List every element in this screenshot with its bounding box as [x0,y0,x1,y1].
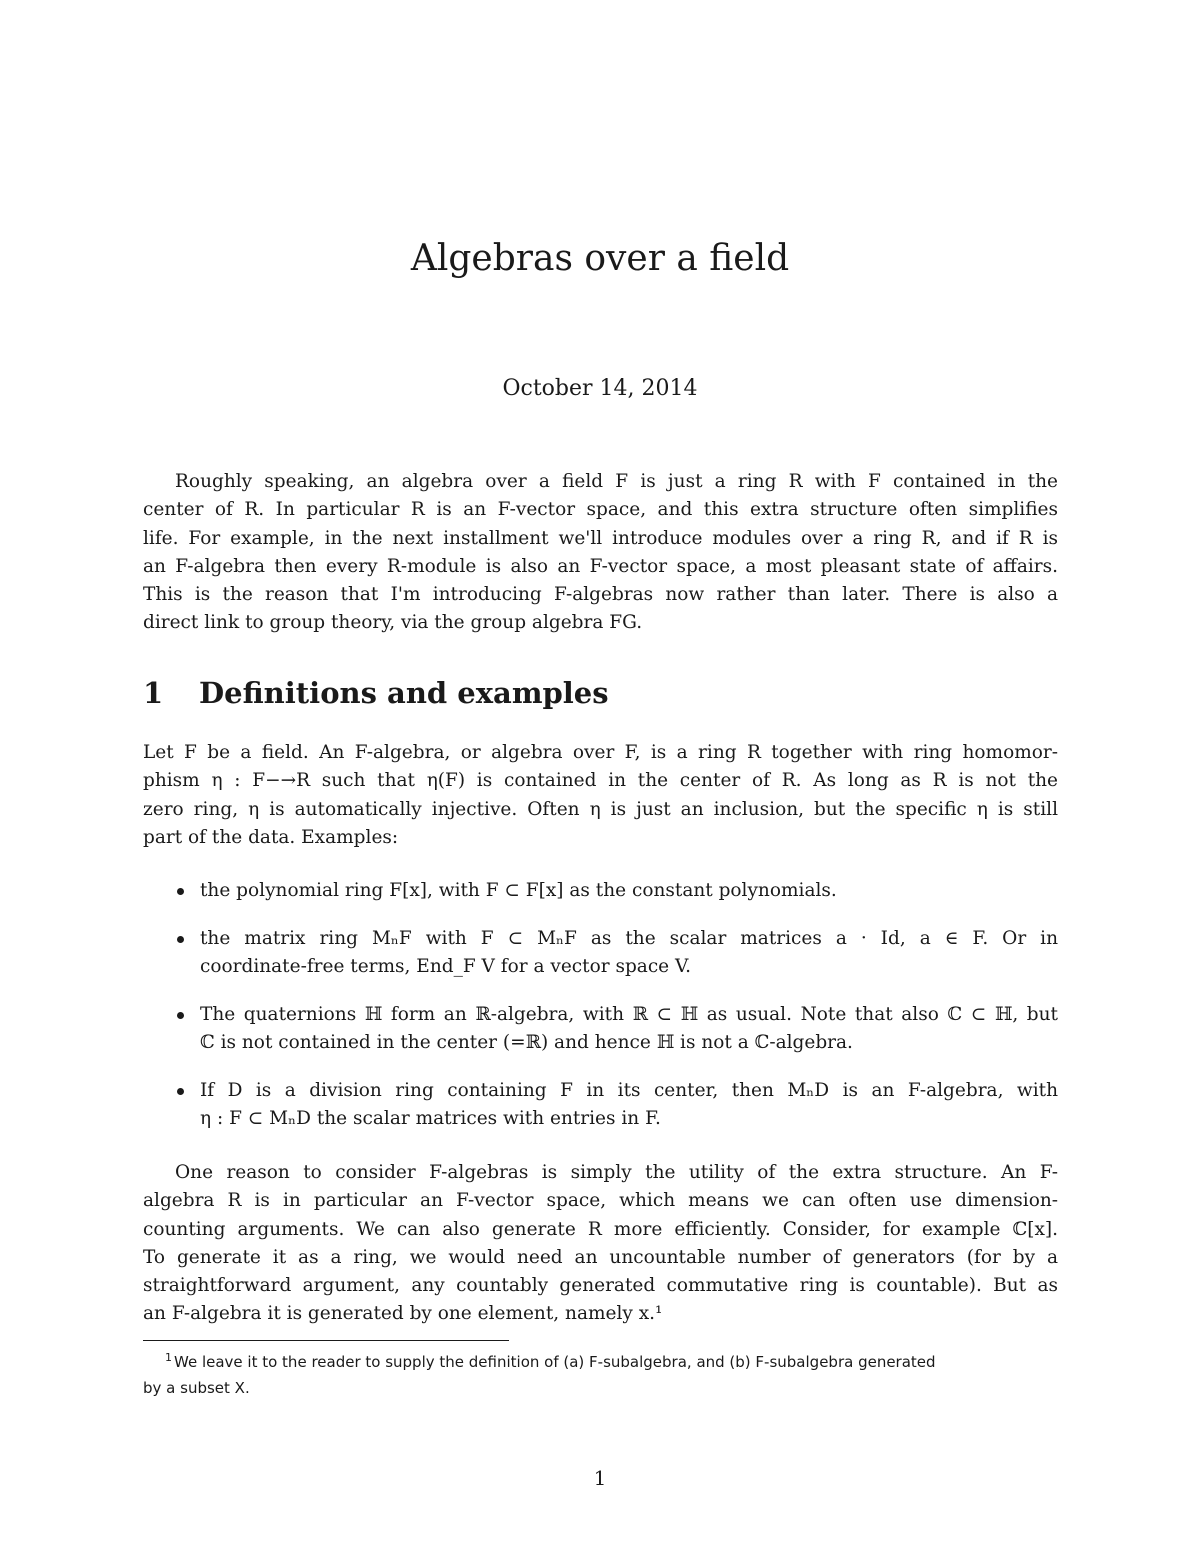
intro-line: This is the reason that I'm introducing F-algebras now rather than later. There is also a [143,584,1058,606]
intro-paragraph [143,468,1058,638]
definition-line: part of the data. Examples: [143,826,399,848]
examples-list [143,925,1058,982]
intro-line: an F-algebra then every R-module is also an F-vector space, a most pleasant state of affairs. [143,555,1058,577]
reason-line: straightforward argument, any countably generated commutative ring is countable). But as [143,1275,1058,1297]
list-item [143,877,1058,905]
footnote-line [143,1345,1058,1375]
list-item-text: ℂ is not contained in the center (=ℝ) and hence ℍ is not a ℂ-algebra. [200,1032,853,1054]
bullet-icon [177,1088,184,1095]
reason-line: To generate it as a ring, we would need an uncountable number of generators (for by a [143,1246,1058,1268]
list-item-text: If D is a division ring containing F in its center, then MₙD is an F-algebra, with [200,1080,1058,1101]
list-item-text: coordinate-free terms, End_F V for a vector space V. [200,956,692,978]
list-item-text: The quaternions ℍ form an ℝ-algebra, with ℝ ⊂ ℍ as usual. Note that also ℂ ⊂ ℍ, but [200,1004,1058,1025]
definition-line: Let F be a field. An F-algebra, or algebra over F, is a ring R together with ring homomor- [143,742,1058,763]
list-item-text: the polynomial ring F[x], with F ⊂ F[x] as the constant polynomials. [200,880,837,901]
document-date: October 14, 2014 [502,376,698,401]
reason-line: counting arguments. We can also generate R more efficiently. Consider, for example ℂ[x]. [143,1218,1058,1240]
intro-line: life. For example, in the next installment we'll introduce modules over a ring R, and if R is [143,527,1058,549]
bullet-icon [177,936,184,943]
document-title: Algebras over a field [410,238,790,279]
list-item [143,1077,1058,1134]
bullet-icon [177,1012,184,1019]
section-heading [143,676,609,710]
intro-line: center of R. In particular R is an F-vector space, and this extra structure often simplifies [143,499,1058,521]
reason-line: One reason to consider F-algebras is simply the utility of the extra structure. An F- [175,1162,1058,1183]
examples-list [143,1001,1058,1058]
list-item-text: η : F ⊂ MₙD the scalar matrices with entries in F. [200,1108,661,1130]
list-item [143,1001,1058,1058]
section-title: Definitions and examples [199,676,609,710]
definition-paragraph [143,739,1058,852]
definition-line: zero ring, η is automatically injective. Often η is just an inclusion, but the specific η is still [143,798,1058,820]
list-item [143,925,1058,982]
footnote-divider [143,1340,509,1341]
footnote-mark: 1 [165,1351,172,1364]
reason-paragraph [143,1159,1058,1329]
footnote-text: We leave it to the reader to supply the definition of (a) F-subalgebra, and (b) F-subalgebra generated [174,1353,936,1371]
footnote-line: by a subset X. [143,1379,250,1397]
list-item-text: the matrix ring MₙF with F ⊂ MₙF as the scalar matrices a · Id, a ∈ F. Or in [200,928,1058,949]
section-number: 1 [143,676,164,710]
intro-line: direct link to group theory, via the group algebra FG. [143,612,643,634]
reason-line: algebra R is in particular an F-vector space, which means we can often use dimension- [143,1190,1058,1212]
footnote [143,1345,1058,1401]
reason-line: an F-algebra it is generated by one element, namely x.¹ [143,1303,663,1325]
examples-list [143,1077,1058,1134]
page-number: 1 [593,1466,607,1490]
intro-line: Roughly speaking, an algebra over a field F is just a ring R with F contained in the [175,471,1058,492]
examples-list [143,877,1058,905]
definition-line: phism η : F−→R such that η(F) is contained in the center of R. As long as R is not the [143,770,1058,792]
bullet-icon [177,888,184,895]
